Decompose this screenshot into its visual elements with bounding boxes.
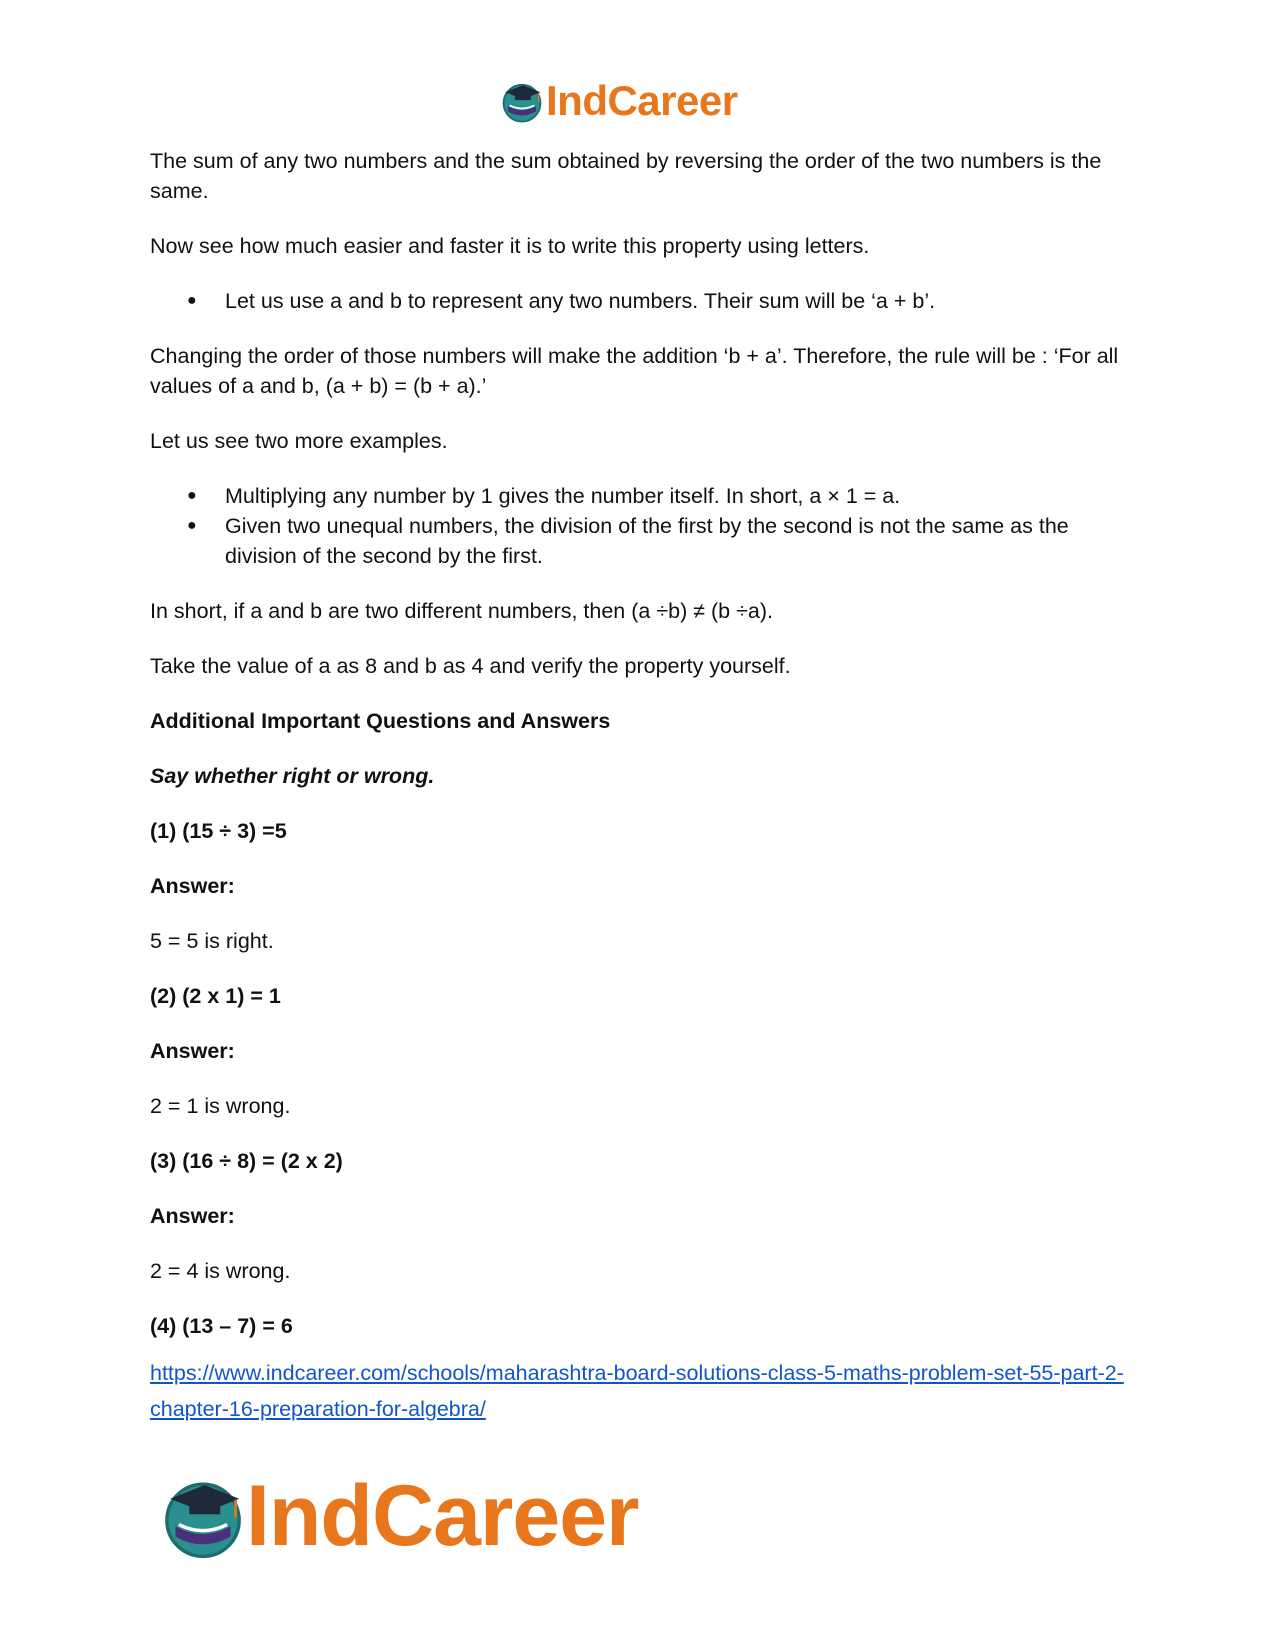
bullet-list <box>150 286 1130 316</box>
question: (1) (15 ÷ 3) =5 <box>150 819 287 843</box>
document-body <box>150 146 1130 1427</box>
instruction: Say whether right or wrong. <box>150 764 435 788</box>
bullet-list <box>150 481 1130 571</box>
paragraph: Take the value of a as 8 and b as 4 and verify the property yourself. <box>150 654 791 678</box>
graduation-globe-icon <box>160 1473 246 1559</box>
header-logo <box>500 78 738 124</box>
bullet-icon: ● <box>187 517 197 534</box>
question: (4) (13 – 7) = 6 <box>150 1314 293 1338</box>
paragraph: In short, if a and b are two different numbers, then (a ÷b) ≠ (b ÷a). <box>150 599 773 623</box>
list-item-text: Multiplying any number by 1 gives the number itself. In short, a × 1 = a. <box>225 484 901 508</box>
paragraph: The sum of any two numbers and the sum obtained by reversing the order of the two numbers is the same. <box>150 149 1102 203</box>
list-item <box>187 511 1130 571</box>
paragraph: Changing the order of those numbers will make the addition ‘b + a’. Therefore, the rule will be : ‘For all values of a and b, (a + b) = (b + a).’ <box>150 344 1119 398</box>
footer-logo <box>160 1470 639 1562</box>
list-item-text: Let us use a and b to represent any two numbers. Their sum will be ‘a + b’. <box>225 289 936 313</box>
paragraph: Let us see two more examples. <box>150 429 448 453</box>
answer-label: Answer: <box>150 1204 235 1228</box>
question: (2) (2 x 1) = 1 <box>150 984 281 1008</box>
bullet-icon: ● <box>187 292 197 309</box>
answer-text: 2 = 1 is wrong. <box>150 1094 291 1118</box>
list-item <box>187 286 1130 316</box>
source-link[interactable]: https://www.indcareer.com/schools/maharashtra-board-solutions-class-5-maths-problem-set-55-part-2-chapter-16-preparation-for-algebra/ <box>150 1361 1124 1421</box>
answer-label: Answer: <box>150 1039 235 1063</box>
graduation-globe-icon <box>500 79 544 123</box>
list-item-text: Given two unequal numbers, the division of the first by the second is not the same as the division of the second by the first. <box>225 514 1069 568</box>
section-heading: Additional Important Questions and Answers <box>150 709 611 733</box>
logo-wordmark: IndCareer <box>246 1468 639 1564</box>
bullet-icon: ● <box>187 487 197 504</box>
list-item <box>187 481 1130 511</box>
logo-wordmark: IndCareer <box>546 77 738 124</box>
question: (3) (16 ÷ 8) = (2 x 2) <box>150 1149 343 1173</box>
answer-label: Answer: <box>150 874 235 898</box>
answer-text: 2 = 4 is wrong. <box>150 1259 291 1283</box>
answer-text: 5 = 5 is right. <box>150 929 274 953</box>
paragraph: Now see how much easier and faster it is to write this property using letters. <box>150 234 870 258</box>
